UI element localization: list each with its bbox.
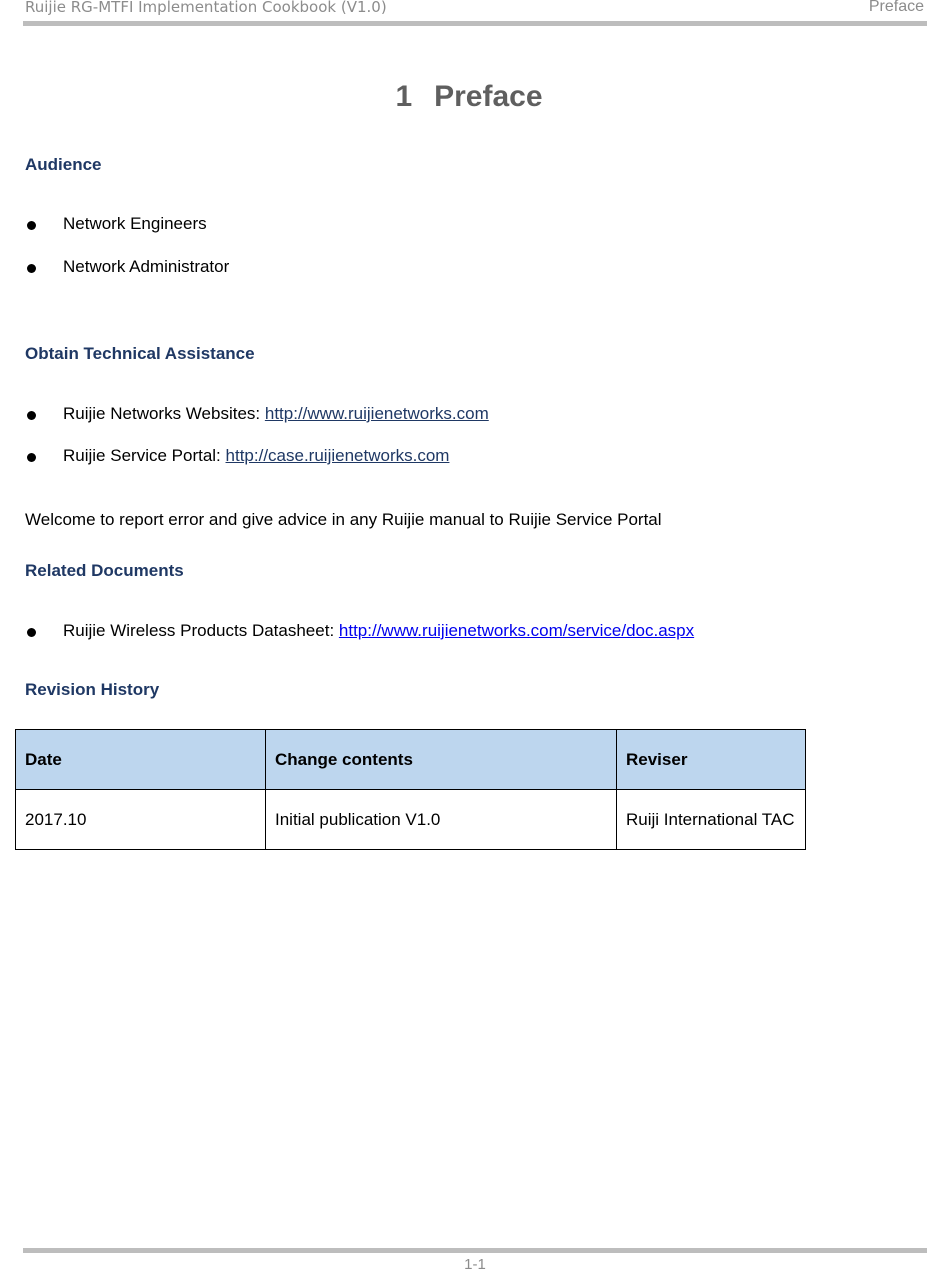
cell-date: 2017.10	[16, 790, 266, 850]
running-header-section: Preface	[868, 0, 924, 15]
chapter-number: 1	[395, 80, 413, 113]
service-portal-label: Ruijie Service Portal:	[63, 446, 226, 465]
cell-reviser: Ruiji International TAC	[617, 790, 806, 850]
bullet-icon	[27, 264, 36, 273]
revision-table	[15, 729, 806, 850]
bullet-icon	[27, 453, 36, 462]
list-item-text	[63, 621, 694, 641]
header-rule	[23, 21, 927, 26]
feedback-note: Welcome to report error and give advice in any Ruijie manual to Ruijie Service Portal	[25, 510, 662, 529]
footer-rule	[23, 1248, 927, 1253]
assistance-heading: Obtain Technical Assistance	[25, 344, 255, 363]
list-item-text: Network Engineers	[63, 214, 207, 233]
website-link[interactable]: http://www.ruijienetworks.com	[264, 404, 489, 423]
related-documents-heading: Related Documents	[25, 561, 184, 580]
bullet-icon	[27, 411, 36, 420]
bullet-icon	[27, 628, 36, 637]
bullet-icon	[27, 221, 36, 230]
page-number: 1-1	[464, 1256, 486, 1273]
service-portal-link[interactable]: http://case.ruijienetworks.com	[225, 446, 450, 465]
audience-heading: Audience	[25, 155, 102, 174]
revision-history-heading: Revision History	[25, 680, 160, 699]
column-header-date: Date	[16, 730, 266, 790]
running-header-title: Ruijie RG-MTFI Implementation Cookbook (V1.0)	[25, 0, 387, 16]
datasheet-label: Ruijie Wireless Products Datasheet:	[63, 621, 339, 640]
table-header-row	[16, 730, 806, 790]
list-item-text: Network Administrator	[63, 257, 230, 276]
cell-change-contents: Initial publication V1.0	[266, 790, 617, 850]
chapter-title-text: Preface	[434, 80, 543, 113]
table-row	[16, 790, 806, 850]
column-header-reviser: Reviser	[617, 730, 806, 790]
chapter-title	[0, 80, 938, 114]
list-item-text	[63, 446, 449, 466]
datasheet-link[interactable]: http://www.ruijienetworks.com/service/doc.aspx	[338, 621, 695, 640]
website-label: Ruijie Networks Websites:	[63, 404, 265, 423]
list-item-text	[63, 404, 489, 424]
column-header-change-contents: Change contents	[266, 730, 617, 790]
